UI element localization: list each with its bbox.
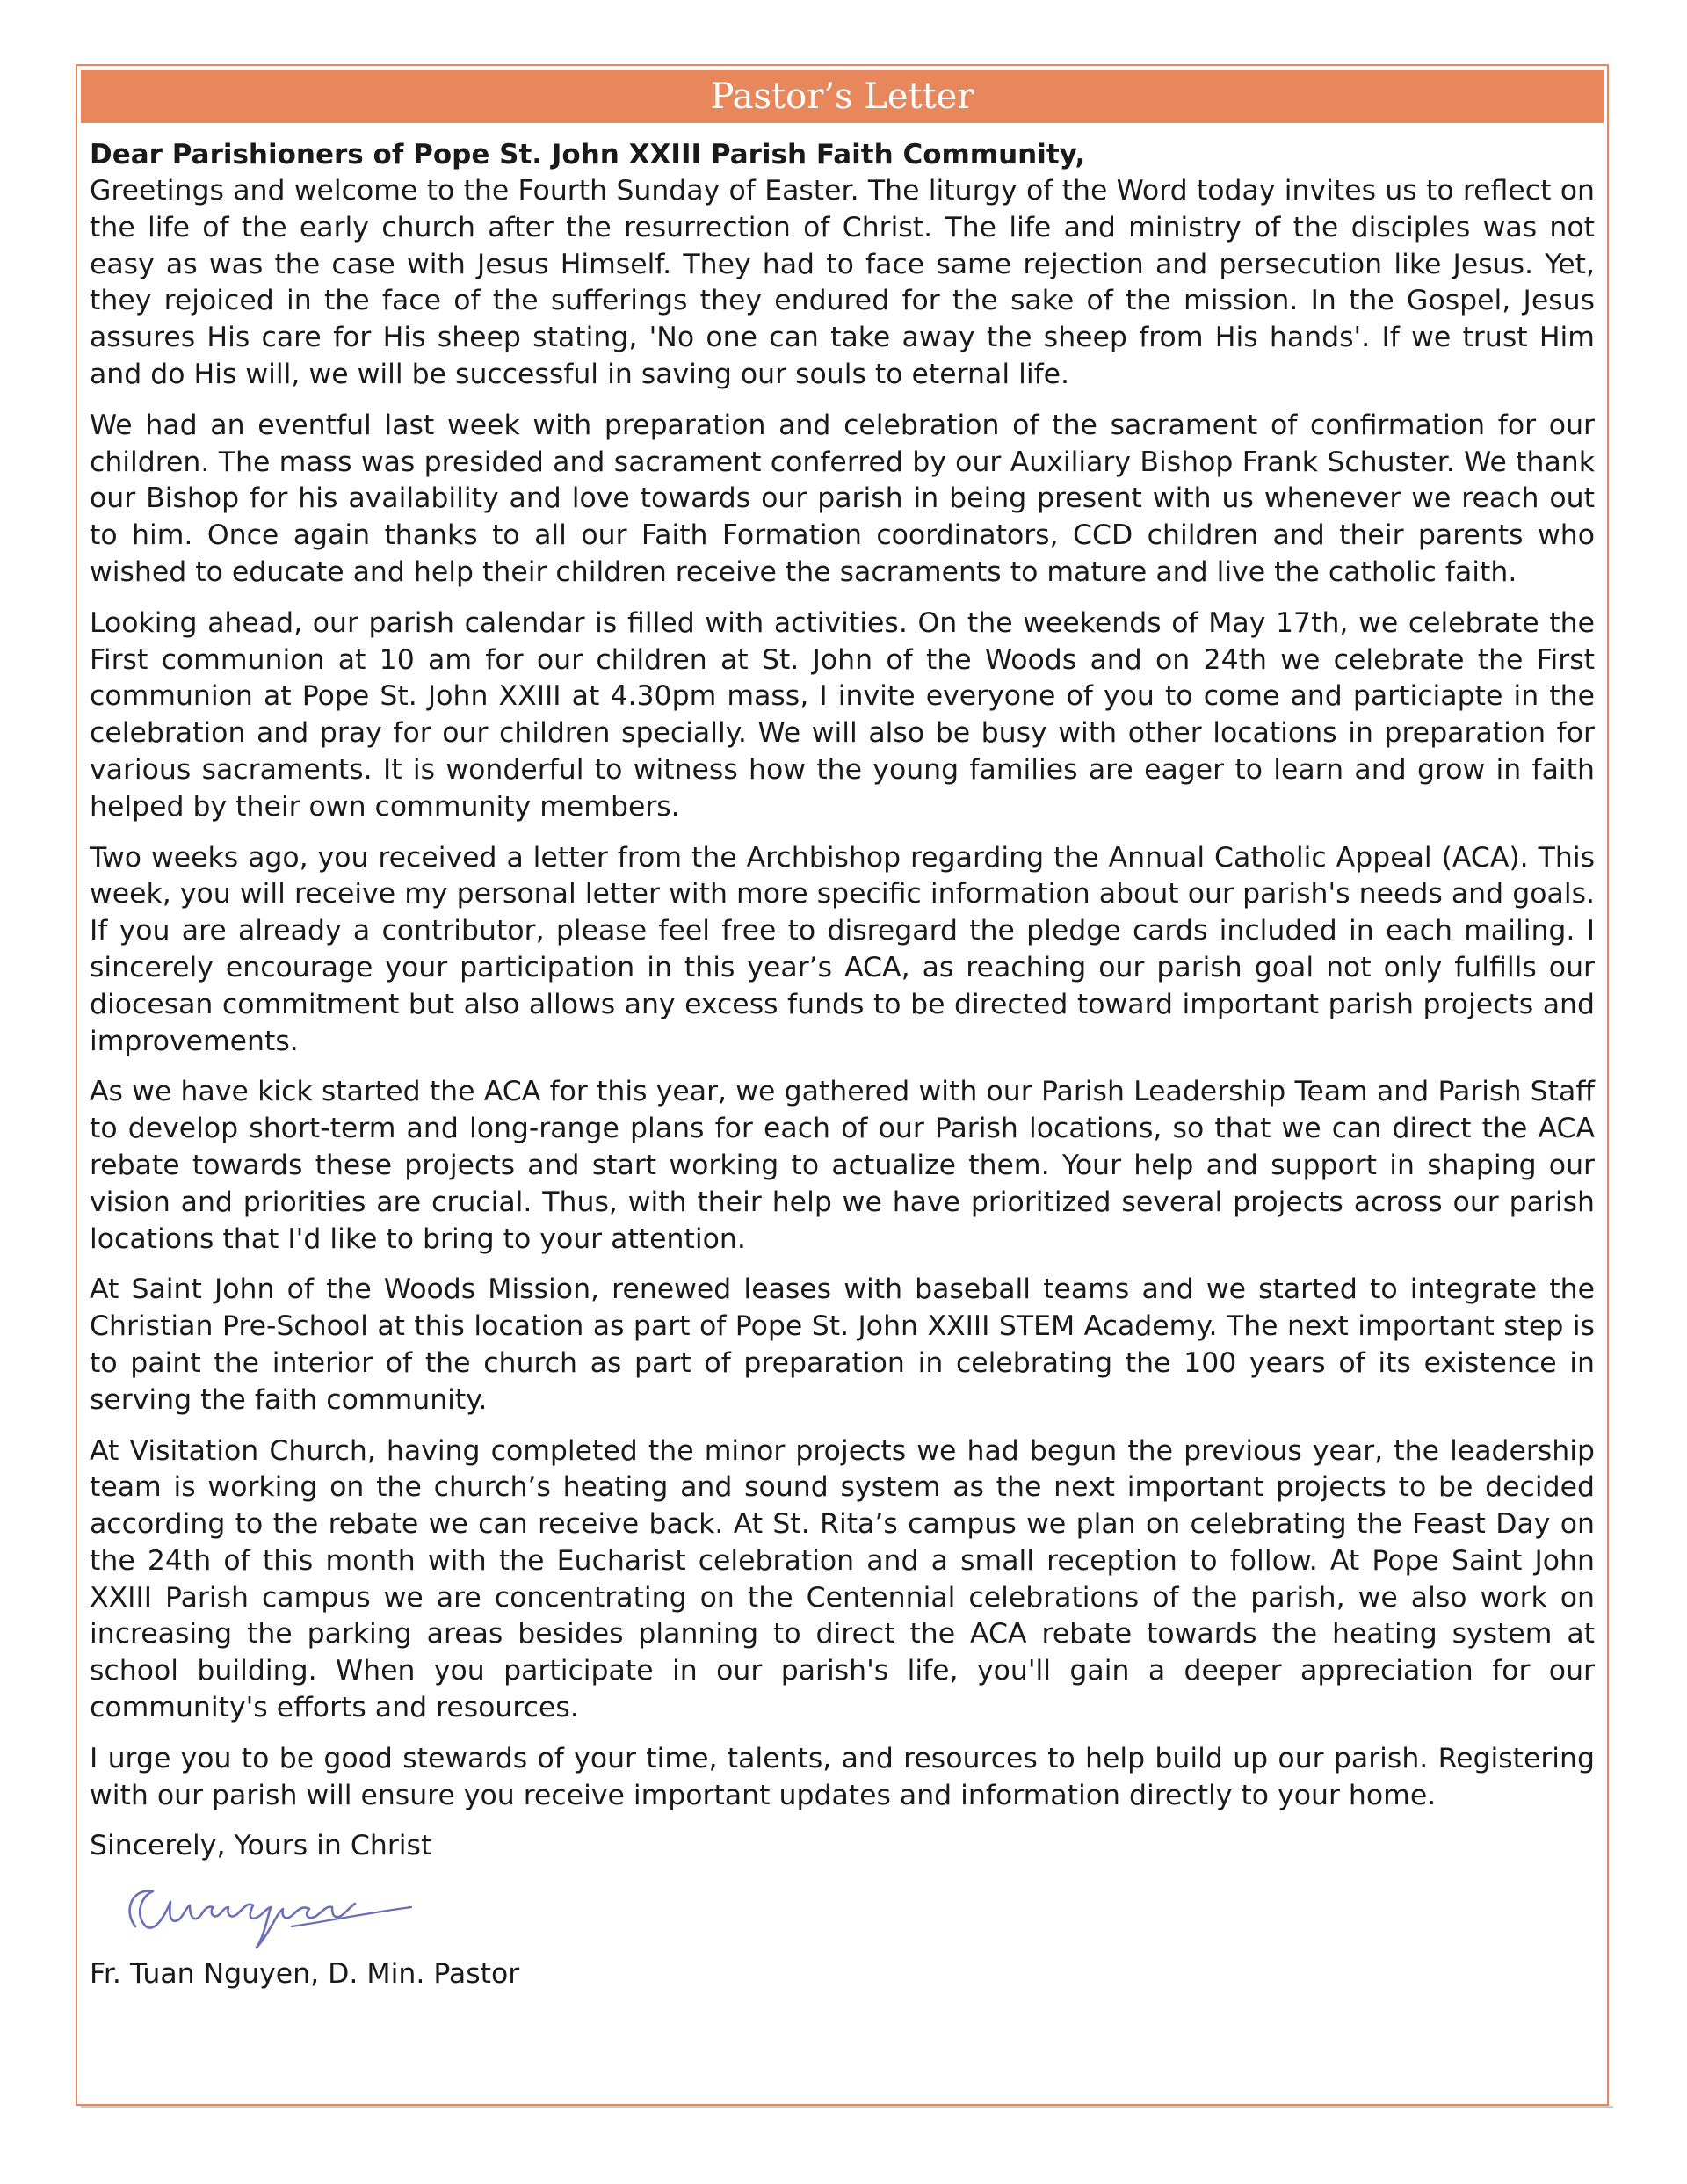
paragraph-1: Greetings and welcome to the Fourth Sunday of Easter. The liturgy of the Word today invites us to reflect on the life of the early church after the resurrection of Christ. The life and ministry of the disciples was not easy as was the case with Jesus Himself. They had to face same rejection and persecution like Jesus. Yet, they rejoiced in the face of the sufferings they endured for the sake of the mission. In the Gospel, Jesus assures His care for His sheep stating, 'No one can take away the sheep from His hands'. If we trust Him and do His will, we will be successful in saving our souls to eternal life. [90,175,1595,390]
signature [90,1872,1595,1956]
paragraph-3: Looking ahead, our parish calendar is filled with activities. On the weekends of May 17th, we celebrate the First communion at 10 am for our children at St. John of the Woods and on 24th we celebrate the First communion at Pope St. John XXIII at 4.30pm mass, I invite everyone of you to come and particiapte in the celebration and pray for our children specially. We will also be busy with other locations in preparation for various sacraments. It is wonderful to witness how the young families are eager to learn and grow in faith helped by their own community members. [90,606,1595,823]
handwritten-signature-icon [116,1876,432,1955]
salutation: Dear Parishioners of Pope St. John XXIII Parish Faith Community, [90,139,1086,171]
paragraph-5: As we have kick started the ACA for this year, we gathered with our Parish Leadership Team and Parish Staff to develop short-term and long-range plans for each of our Parish locations, so that we can direct the ACA rebate towards these projects and start working to actualize them. Your help and support in shaping our vision and priorities are crucial. Thus, with their help we have prioritized several projects across our parish locations that I'd like to bring to your attention. [90,1076,1595,1255]
paragraph-4: Two weeks ago, you received a letter from the Archbishop regarding the Annual Catholic Appeal (ACA). This week, you will receive my personal letter with more specific information about our parish's needs and goals. If you are already a contributor, please feel free to disregard the pledge cards included in each mailing. I sincerely encourage your participation in this year’s ACA, as reaching our parish goal not only fulfills our diocesan commitment but also allows any excess funds to be directed toward important parish projects and improvements. [90,841,1595,1057]
frame-bottom-rule [81,2106,1613,2108]
closing-line: Sincerely, Yours in Christ [90,1830,432,1862]
page-title: Pastor’s Letter [81,70,1604,123]
paragraph-2: We had an eventful last week with preparation and celebration of the sacrament of confirmation for our children. The mass was presided and sacrament conferred by our Auxiliary Bishop Frank Schuster. We thank our Bishop for his availability and love towards our parish in being present with us whenever we reach out to him. Once again thanks to all our Faith Formation coordinators, CCD children and their parents who wished to educate and help their children receive the sacraments to mature and live the catholic faith. [90,409,1595,588]
paragraph-7: At Visitation Church, having completed the minor projects we had begun the previous year, the leadership team is working on the church’s heating and sound system as the next important projects to be decided according to the rebate we can receive back. At St. Rita’s campus we plan on celebrating the Feast Day on the 24th of this month with the Eucharist celebration and a small reception to follow. At Pope Saint John XXIII Parish campus we are concentrating on the Centennial celebrations of the parish, we also work on increasing the parking areas besides planning to direct the ACA rebate towards the heating system at school building. When you participate in our parish's life, you'll gain a deeper appreciation for our community's efforts and resources. [90,1434,1595,1724]
letter-frame [76,64,1609,2106]
paragraph-6: At Saint John of the Woods Mission, renewed leases with baseball teams and we started to integrate the Christian Pre-School at this location as part of Pope St. John XXIII STEM Academy. The next important step is to paint the interior of the church as part of preparation in celebrating the 100 years of its existence in serving the faith community. [90,1273,1595,1416]
letter-body [90,136,1595,1993]
signer-name: Fr. Tuan Nguyen, D. Min. Pastor [90,1958,520,1991]
paragraph-8: I urge you to be good stewards of your time, talents, and resources to help build up our parish. Registering with our parish will ensure you receive important updates and information directly to your home. [90,1742,1595,1811]
